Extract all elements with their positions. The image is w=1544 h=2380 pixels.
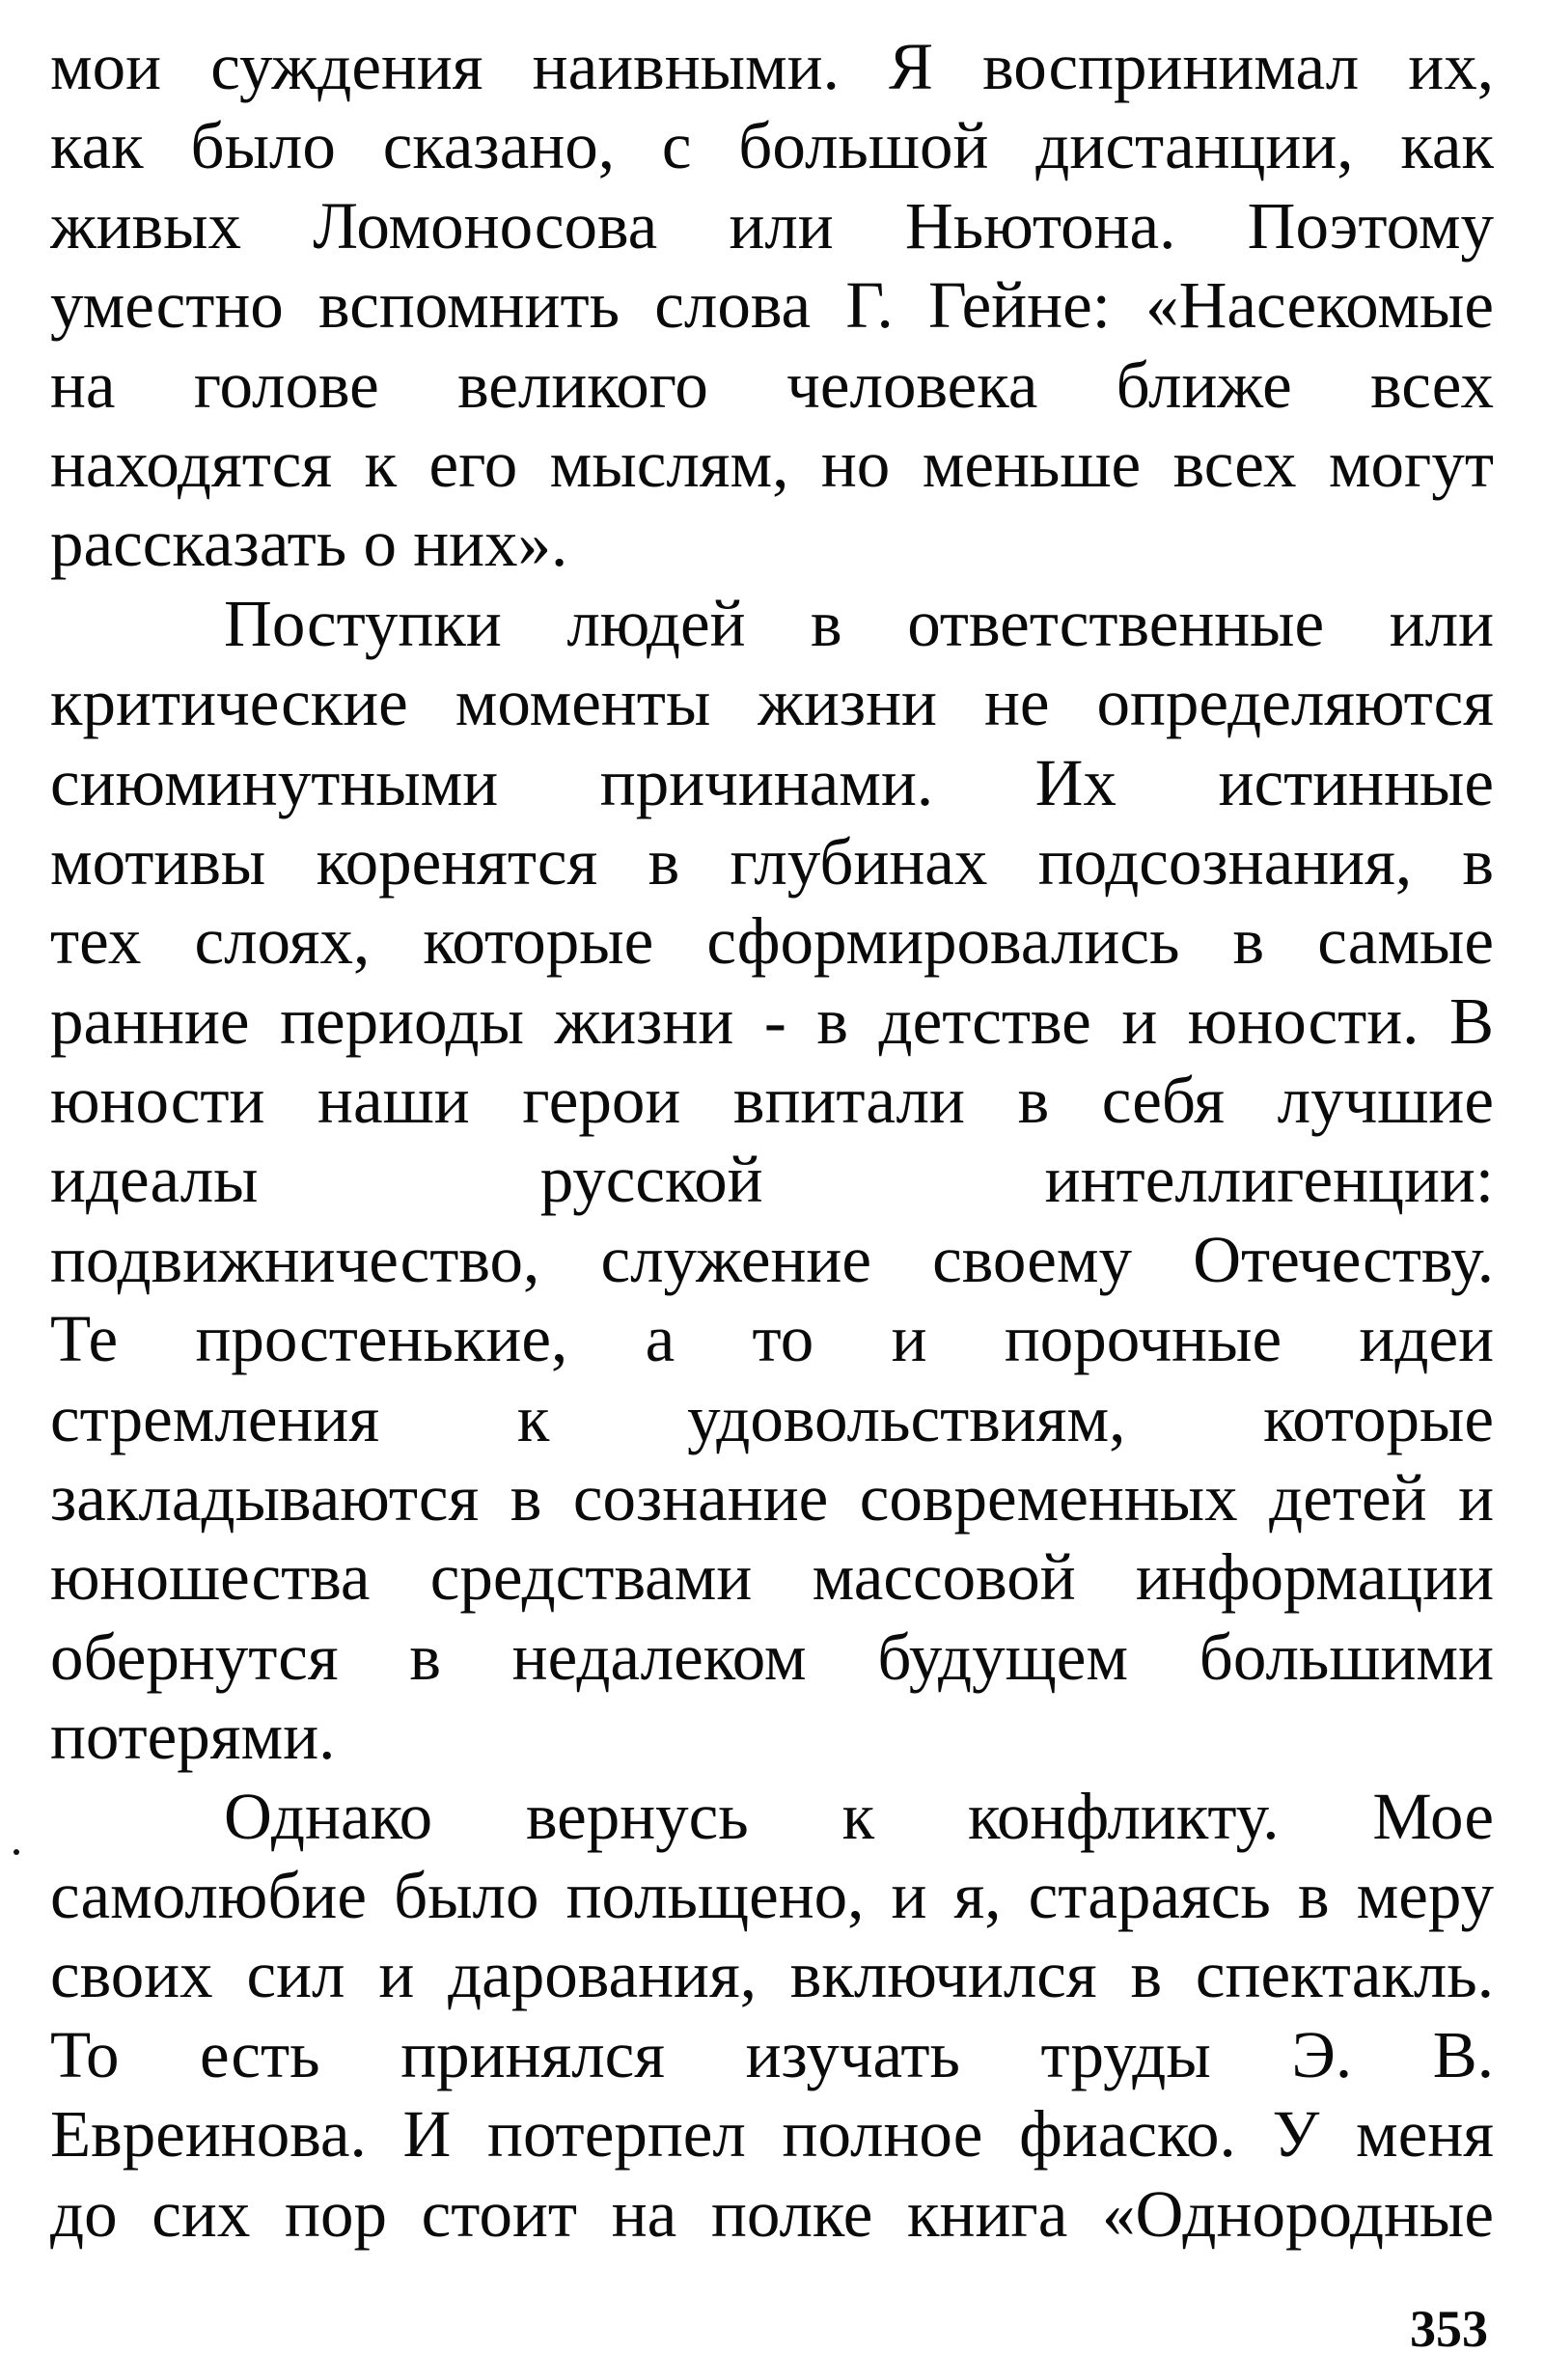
text-line: на голове великого человека ближе всех [50, 347, 1494, 422]
text-line: юности наши герои впитали в себя лучшие [50, 1064, 1494, 1138]
text-line: как было сказано, с большой дистанции, как [50, 109, 1494, 183]
text-line: закладываются в сознание современных детей и [50, 1461, 1494, 1536]
text-line: юношества средствами массовой информации [50, 1540, 1494, 1615]
text-line: Евреинова. И потерпел полное фиаско. У меня [50, 2097, 1494, 2172]
text-line: своих сил и дарования, включился в спектакль. [50, 1938, 1494, 2012]
text-line: мои суждения наивными. Я воспринимал их, [50, 30, 1494, 103]
text-line: самолюбие было польщено, и я, стараясь в меру [50, 1858, 1494, 1932]
text-line: тех слоях, которые сформировались в самые [50, 904, 1494, 979]
text-line: стремления к удовольствиям, которые [50, 1381, 1494, 1455]
text-line: рассказать о них». [50, 507, 568, 581]
text-line: подвижничество, служение своему Отечеству. [50, 1222, 1494, 1296]
text-line: Однако вернусь к конфликту. Мое [224, 1779, 1494, 1853]
text-line: уместно вспомнить слова Г. Гейне: «Насекомые [50, 268, 1494, 343]
text-line: мотивы коренятся в глубинах подсознания, в [50, 824, 1494, 899]
text-line: живых Ломоносова или Ньютона. Поэтому [50, 188, 1494, 263]
text-line: То есть принялся изучать труды Э. В. [50, 2017, 1494, 2091]
scan-speck [14, 1849, 19, 1855]
text-line: сиюминутными причинами. Их истинные [50, 745, 1494, 819]
page-number: 353 [1410, 2300, 1488, 2358]
text-line: находятся к его мыслям, но меньше всех могут [50, 427, 1494, 501]
text-line: Те простенькие, а то и порочные идеи [50, 1302, 1494, 1376]
text-line: до сих пор стоит на полке книга «Однородные [50, 2176, 1494, 2251]
text-line: обернутся в недалеком будущем большими [50, 1619, 1494, 1694]
text-line: Поступки людей в ответственные или [224, 586, 1494, 660]
text-line: идеалы русской интеллигенции: [50, 1143, 1494, 1217]
text-line: потерями. [50, 1700, 336, 1774]
text-line: ранние периоды жизни - в детстве и юности. В [50, 983, 1494, 1058]
text-line: критические моменты жизни не определяются [50, 666, 1494, 740]
page-body [50, 27, 1494, 2254]
